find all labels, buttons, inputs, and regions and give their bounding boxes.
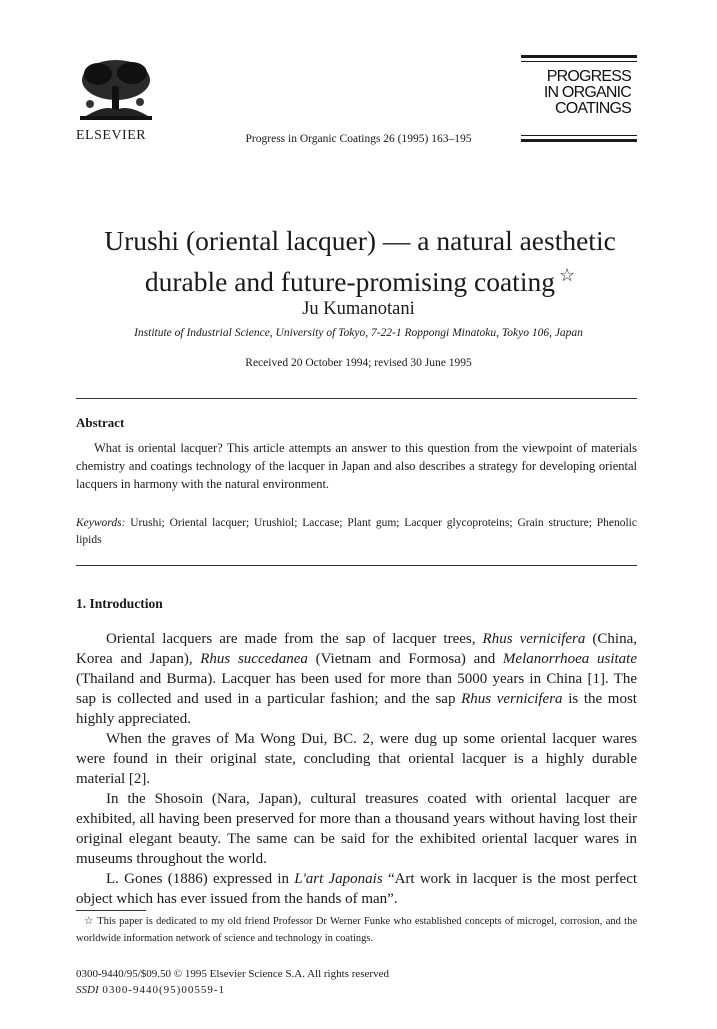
- paragraph-4: L. Gones (1886) expressed in L'art Japonais “Art work in lacquer is the most perfect object which has ever issued from the hands of man”.: [76, 871, 638, 907]
- elsevier-tree-logo: [76, 58, 156, 122]
- title-line-2: durable and future-promising coating: [144, 266, 555, 298]
- ssdi-line: [76, 982, 225, 998]
- article-title: [60, 224, 660, 299]
- ssdi-label: SSDI: [76, 984, 99, 996]
- divider-bottom: [76, 565, 637, 566]
- species-name: Rhus vernicifera: [461, 691, 563, 707]
- footnote-text: This paper is dedicated to my old friend Professor Dr Werner Funke who established concepts of microgel, corrosion, and the worldwide information network of science and technology in coatings.: [76, 916, 637, 944]
- footnote-star-icon[interactable]: ☆: [558, 265, 576, 285]
- brand-line-1: PROGRESS: [546, 68, 631, 85]
- keywords: [76, 515, 637, 549]
- abstract-heading: Abstract: [76, 415, 125, 430]
- section-heading: 1. Introduction: [76, 596, 163, 611]
- species-name: Rhus vernicifera: [482, 631, 586, 647]
- paragraph-2: When the graves of Ma Wong Dui, BC. 2, were dug up some oriental lacquer wares were found in their original state, concluding that oriental lacquer is a highly durable material [2].: [76, 731, 637, 787]
- journal-brand: [521, 55, 637, 147]
- footnote: [76, 913, 637, 947]
- abstract-text: What is oriental lacquer? This article attempts an answer to this question from the viewpoint of materials chemistry and coatings technology of the lacquer in Japan and also describes a strategy for developing oriental lacquers in harmony with the natural environment.: [76, 441, 637, 491]
- species-name: Melanorrhoea usitate: [502, 651, 637, 667]
- keywords-label: Keywords:: [76, 517, 126, 529]
- publisher-name: ELSEVIER: [76, 128, 147, 143]
- received-dates: Received 20 October 1994; revised 30 June 1995: [245, 357, 472, 369]
- section-body: [76, 629, 637, 909]
- ssdi-number: 0300-9440(95)00559-1: [98, 984, 226, 996]
- copyright-line: 0300-9440/95/$09.50 © 1995 Elsevier Science S.A. All rights reserved: [76, 968, 389, 980]
- brand-line-3: COATINGS: [555, 100, 631, 117]
- author-affiliation: Institute of Industrial Science, University of Tokyo, 7-22-1 Roppongi Minatoku, Tokyo 106, Japan: [134, 327, 583, 339]
- divider-top: [76, 398, 637, 399]
- footnote-star-icon: ☆: [84, 916, 95, 927]
- paragraph-3: In the Shosoin (Nara, Japan), cultural treasures coated with oriental lacquer are exhibited, all having been preserved for more than a thousand years without having lost their original elegant beauty. The same can be said for the exhibited oriental lacquer wares in museums throughout the world.: [76, 791, 637, 867]
- book-title: L'art Japonais: [294, 871, 383, 887]
- brand-line-2: IN ORGANIC: [543, 84, 631, 101]
- title-line-1: Urushi (oriental lacquer) — a natural aesthetic: [104, 225, 616, 256]
- species-name: Rhus succedanea: [200, 651, 308, 667]
- paragraph-1: Oriental lacquers are made from the sap of lacquer trees, Rhus vernicifera (China, Korea and Japan), Rhus succedanea (Vietnam and Formosa) and Melanorrhoea usitate (Thailand and Burma). Lacquer has been used for more than 5000 years in China [1]. The sap is collected and used in a particular fashion; and the sap Rhus vernicifera is the most highly appreciated.: [76, 631, 638, 727]
- author-name: Ju Kumanotani: [302, 299, 415, 319]
- keywords-list: Urushi; Oriental lacquer; Urushiol; Laccase; Plant gum; Lacquer glycoproteins; Grain structure; Phenolic lipids: [76, 517, 637, 546]
- journal-citation: Progress in Organic Coatings 26 (1995) 163–195: [245, 133, 472, 145]
- footnote-rule: [76, 910, 146, 911]
